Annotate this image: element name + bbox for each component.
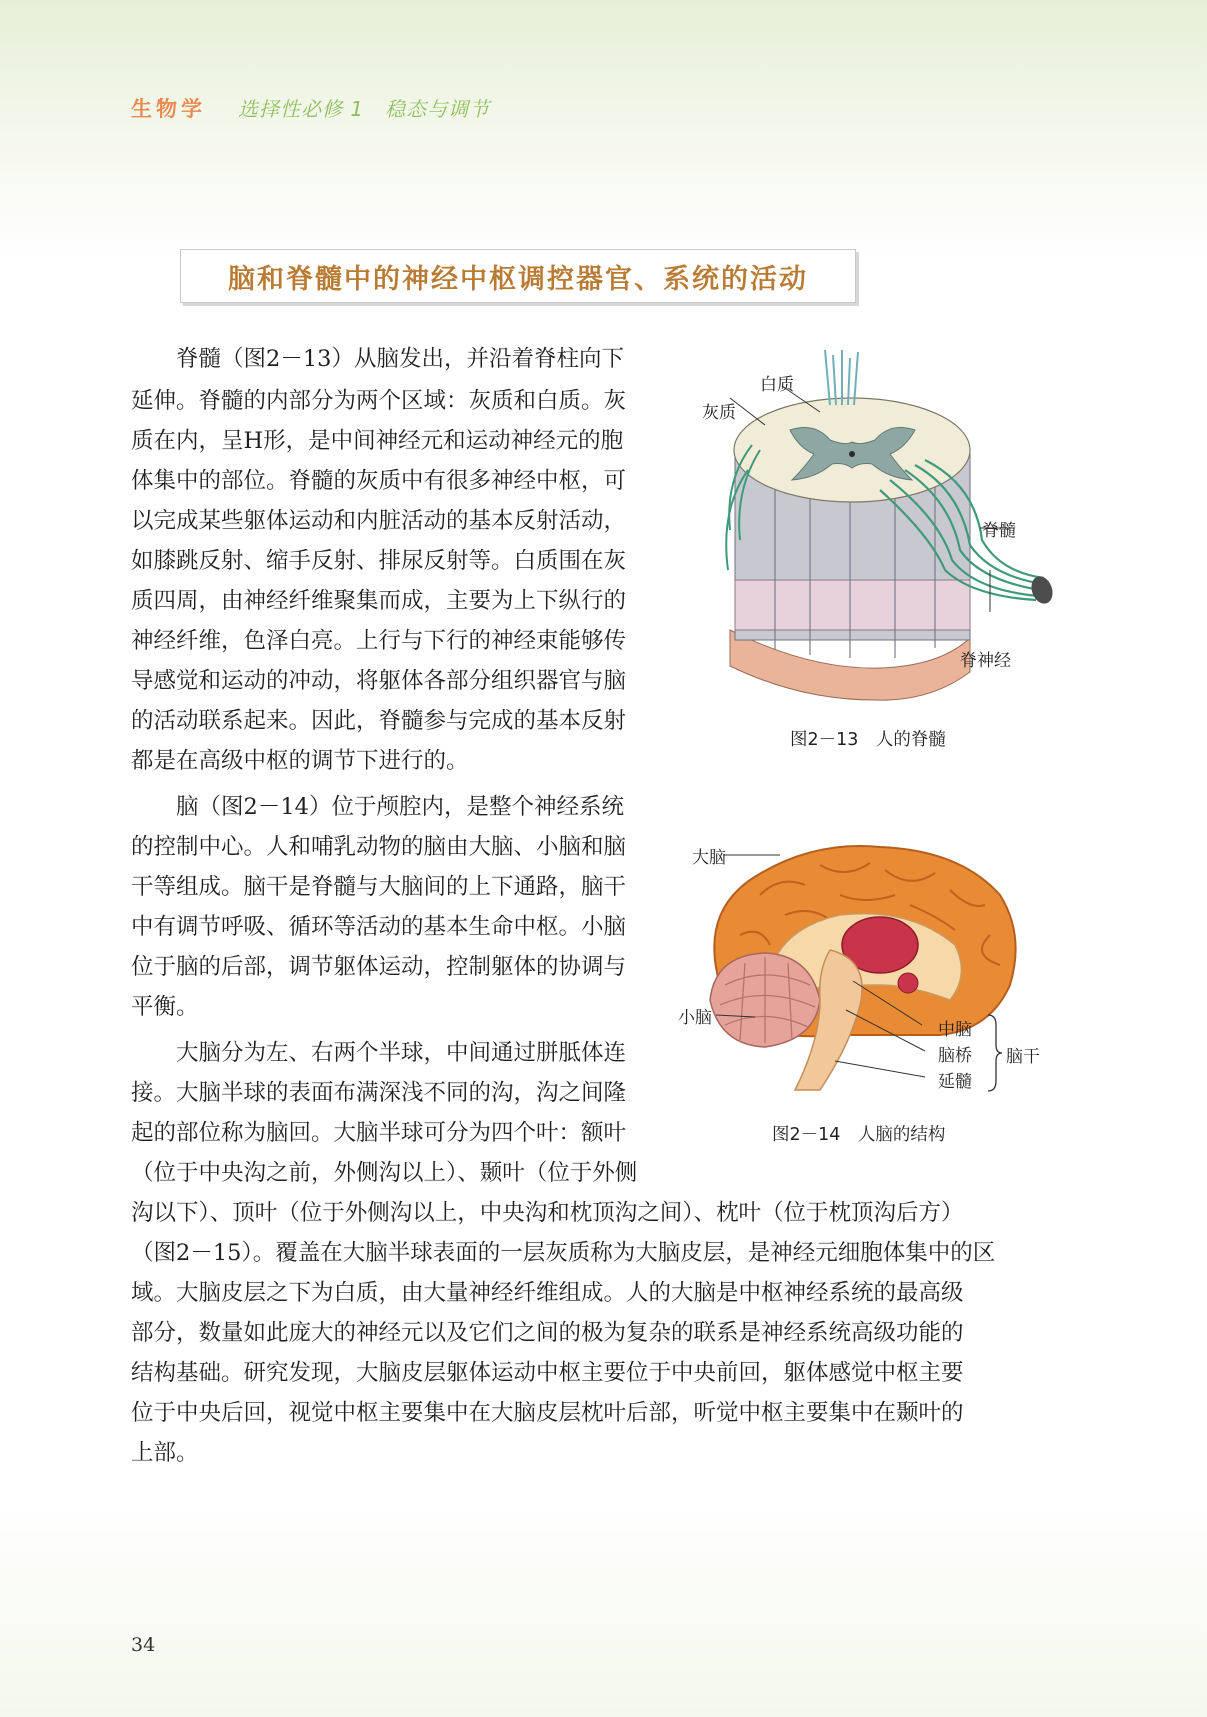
text-line: 都是在高级中枢的调节下进行的。 [131,748,469,774]
text-line: 域。大脑皮层之下为白质，由大量神经纤维组成。人的大脑是中枢神经系统的最高级 [131,1280,964,1306]
header-book-title: 选择性必修 1 稳态与调节 [238,97,491,121]
text-line: 脑（图2－14）位于颅腔内，是整个神经系统 [131,794,624,820]
text-line: 沟以下）、顶叶（位于外侧沟以上，中央沟和枕顶沟之间）、枕叶（位于枕顶沟后方） [131,1200,964,1226]
text-line: 质在内，呈H形，是中间神经元和运动神经元的胞 [131,428,624,454]
label-spinal-nerve: 脊神经 [960,651,1011,671]
label-brainstem: 脑干 [1006,1047,1040,1067]
text-line: 平衡。 [131,994,199,1020]
label-spinal-cord: 脊髓 [982,521,1016,541]
figure-brain [670,835,1070,1095]
text-line: 的控制中心。人和哺乳动物的脑由大脑、小脑和脑 [131,834,627,860]
text-line: 结构基础。研究发现，大脑皮层躯体运动中枢主要位于中央前回，躯体感觉中枢主要 [131,1360,964,1386]
text-line: 接。大脑半球的表面布满深浅不同的沟，沟之间隆 [131,1080,627,1106]
label-white-matter: 白质 [760,375,794,395]
text-line: 干等组成。脑干是脊髓与大脑间的上下通路，脑干 [131,874,627,900]
text-line: 中有调节呼吸、循环等活动的基本生命中枢。小脑 [131,914,627,940]
page-number: 34 [131,1634,156,1656]
label-cerebrum: 大脑 [692,848,726,868]
label-cerebellum: 小脑 [678,1008,712,1028]
text-line: 起的部位称为脑回。大脑半球可分为四个叶：额叶 [131,1120,627,1146]
text-line: 如膝跳反射、缩手反射、排尿反射等。白质围在灰 [131,548,627,574]
text-line: 大脑分为左、右两个半球，中间通过胼胝体连 [131,1040,627,1066]
figure-caption-spinal: 图2－13 人的脊髓 [790,730,946,750]
text-line: （图2－15）。覆盖在大脑半球表面的一层灰质称为大脑皮层，是神经元细胞体集中的区 [131,1240,996,1266]
text-line: 的活动联系起来。因此，脊髓参与完成的基本反射 [131,708,627,734]
header-subject: 生物学 [131,97,206,121]
text-line: 部分，数量如此庞大的神经元以及它们之间的极为复杂的联系是神经系统高级功能的 [131,1320,964,1346]
figure-caption-brain: 图2－14 人脑的结构 [772,1125,946,1145]
text-line: 质四周，由神经纤维聚集而成，主要为上下纵行的 [131,588,627,614]
text-line: 位于脑的后部，调节躯体运动，控制躯体的协调与 [131,954,627,980]
label-midbrain: 中脑 [938,1020,972,1040]
text-line: 以完成某些躯体运动和内脏活动的基本反射活动， [131,508,627,534]
label-medulla: 延髓 [938,1072,972,1092]
text-line: 神经纤维，色泽白亮。上行与下行的神经束能够传 [131,628,627,654]
section-title: 脑和脊髓中的神经中枢调控器官、系统的活动 [180,249,856,303]
label-pons: 脑桥 [938,1046,972,1066]
text-line: 上部。 [131,1440,199,1466]
text-line: （位于中央沟之前，外侧沟以上）、颞叶（位于外侧 [131,1160,638,1186]
label-gray-matter: 灰质 [702,403,736,423]
text-line: 体集中的部位。脊髓的灰质中有很多神经中枢，可 [131,468,627,494]
figure-spinal-cord [690,350,1060,710]
text-line: 位于中央后回，视觉中枢主要集中在大脑皮层枕叶后部，听觉中枢主要集中在颞叶的 [131,1400,964,1426]
text-line: 导感觉和运动的冲动，将躯体各部分组织器官与脑 [131,668,627,694]
text-line: 延伸。脊髓的内部分为两个区域：灰质和白质。灰 [131,388,627,414]
text-line: 脊髓（图2－13）从脑发出，并沿着脊柱向下 [131,346,624,372]
